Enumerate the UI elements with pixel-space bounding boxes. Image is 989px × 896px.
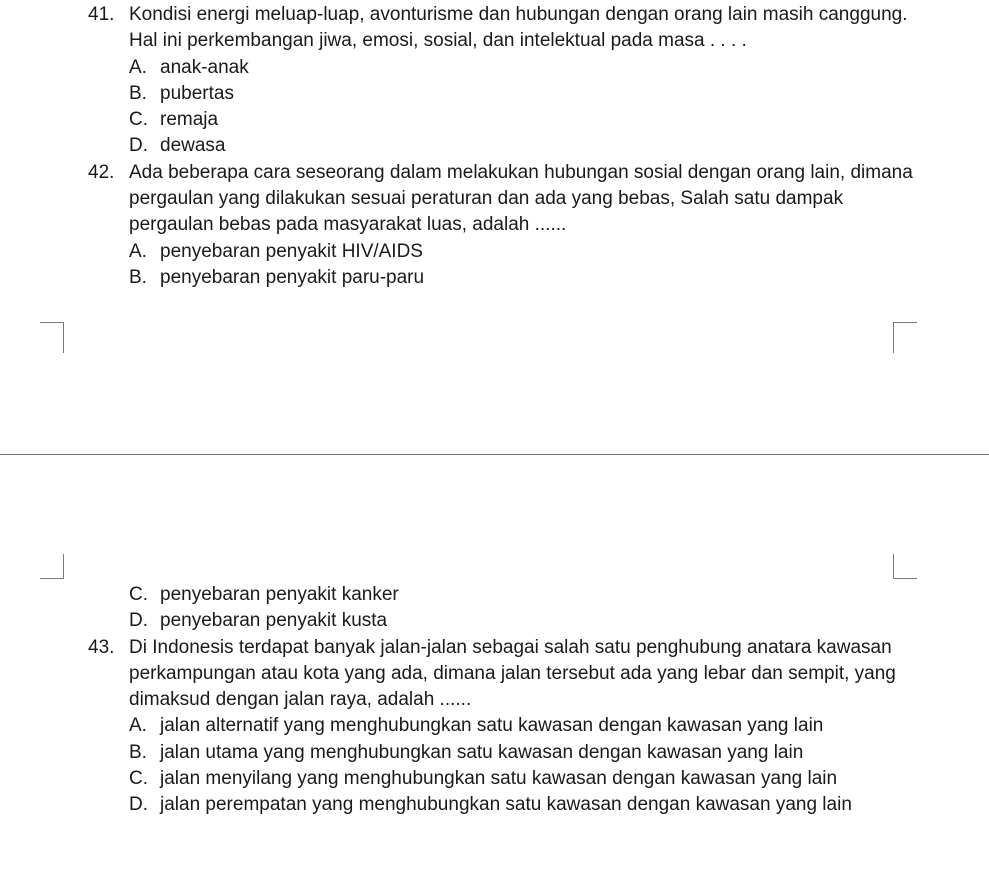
option-letter: C. [129, 584, 148, 605]
option-text: penyebaran penyakit kanker [160, 584, 399, 605]
question-41 [0, 2, 989, 55]
option-letter: D. [129, 610, 148, 632]
option-b[interactable] [0, 740, 989, 766]
option-d[interactable] [0, 133, 989, 159]
option-b[interactable] [0, 265, 989, 291]
option-c[interactable] [0, 582, 989, 608]
question-text: Ada beberapa cara seseorang dalam melakukan hubungan sosial dengan orang lain, dimana pergaulan yang dilakukan sesuai peraturan dan ada yang bebas, Salah satu dampak pergaulan bebas pada masyarakat luas, adalah ...... [129, 161, 913, 236]
option-letter: B. [129, 741, 147, 763]
option-text: anak-anak [160, 56, 249, 78]
option-c[interactable] [0, 766, 989, 792]
crop-mark-bottom-right [893, 554, 917, 579]
crop-mark-bottom-left [40, 554, 64, 579]
option-letter: C. [129, 109, 148, 131]
option-b[interactable] [0, 81, 989, 107]
crop-mark-top-left [40, 322, 64, 353]
question-number: 41. [88, 4, 115, 25]
option-letter: B. [129, 266, 147, 288]
option-letter: A. [129, 56, 147, 78]
question-number: 42. [88, 161, 115, 183]
question-number: 43. [88, 636, 115, 658]
option-letter: A. [129, 715, 147, 737]
option-text: penyebaran penyakit HIV/AIDS [160, 240, 423, 262]
option-text: jalan utama yang menghubungkan satu kawasan dengan kawasan yang lain [160, 741, 804, 763]
option-d[interactable] [0, 792, 989, 818]
option-a[interactable] [0, 55, 989, 81]
option-letter: B. [129, 82, 147, 104]
option-text: penyebaran penyakit paru-paru [160, 266, 425, 288]
option-text: remaja [160, 109, 219, 131]
option-d[interactable] [0, 608, 989, 634]
option-text: jalan perempatan yang menghubungkan satu kawasan dengan kawasan yang lain [160, 794, 852, 816]
option-text: dewasa [160, 135, 226, 157]
crop-mark-top-right [893, 322, 917, 353]
page-bottom-section [0, 582, 989, 819]
option-letter: D. [129, 794, 148, 816]
option-a[interactable] [0, 713, 989, 739]
question-text: Kondisi energi meluap-luap, avonturisme dan hubungan dengan orang lain masih canggung. Hal ini perkembangan jiwa, emosi, sosial, dan intelektual pada masa . . . . [129, 4, 908, 52]
option-c[interactable] [0, 107, 989, 133]
option-a[interactable] [0, 239, 989, 265]
question-43 [0, 635, 989, 714]
option-letter: D. [129, 135, 148, 157]
question-text: Di Indonesis terdapat banyak jalan-jalan sebagai salah satu penghubung anatara kawasan perkampungan atau kota yang ada, dimana jalan tersebut ada yang lebar dan sempit, yang dimaksud dengan jalan raya, adalah ...... [129, 636, 896, 711]
option-letter: C. [129, 768, 148, 790]
option-letter: A. [129, 240, 147, 262]
question-42 [0, 160, 989, 239]
option-text: jalan menyilang yang menghubungkan satu kawasan dengan kawasan yang lain [160, 768, 838, 790]
option-text: jalan alternatif yang menghubungkan satu kawasan dengan kawasan yang lain [160, 715, 824, 737]
option-text: pubertas [160, 82, 234, 104]
option-text: penyebaran penyakit kusta [160, 610, 388, 632]
page-top-section [0, 2, 989, 291]
page-break-divider [0, 454, 989, 455]
